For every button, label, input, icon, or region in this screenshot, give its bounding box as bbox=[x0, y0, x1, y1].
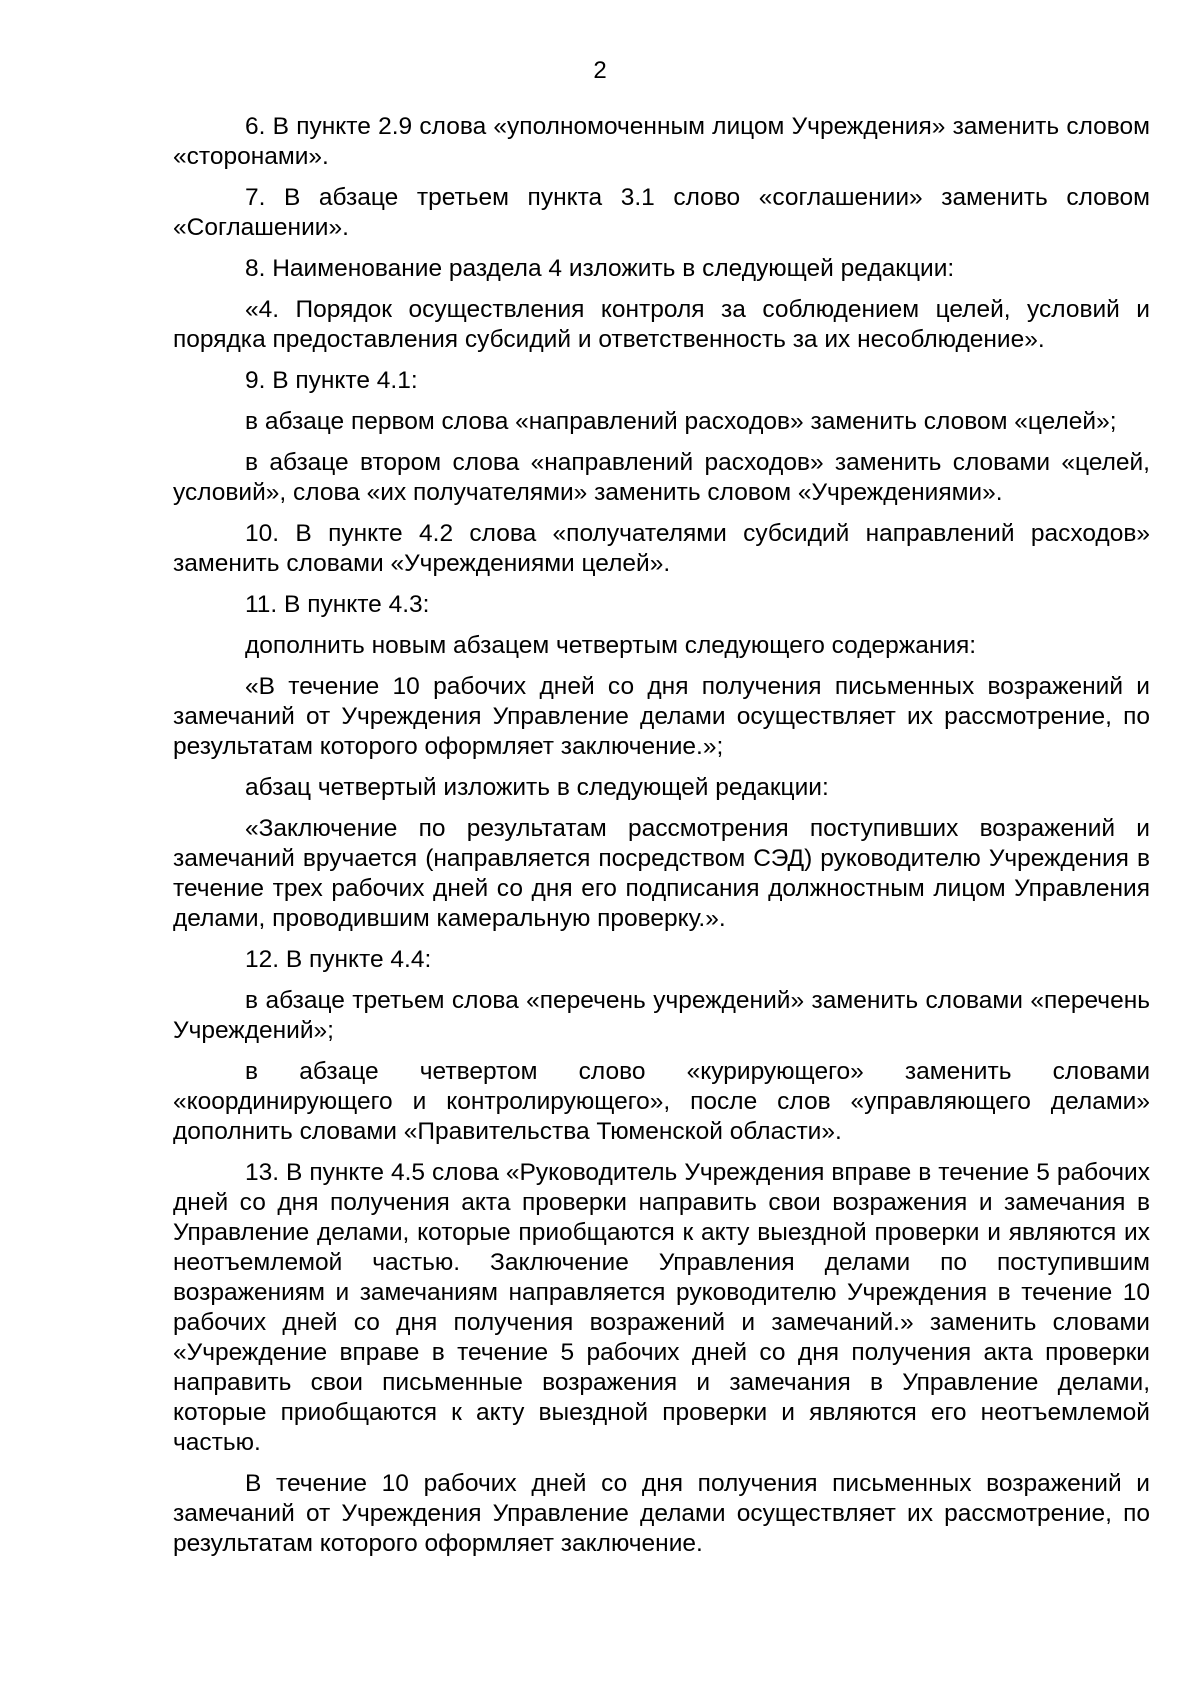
paragraph-item-13-continuation: В течение 10 рабочих дней со дня получения письменных возражений и замечаний от Учреждения Управление делами осуществляет их рассмотрение, по результатам которого оформляет заключение. bbox=[173, 1470, 1150, 1557]
paragraph-item-9-first-subparagraph: в абзаце первом слова «направлений расходов» заменить словом «целей»; bbox=[245, 408, 1117, 435]
paragraph-item-6: 6. В пункте 2.9 слова «уполномоченным лицом Учреждения» заменить словом «сторонами». bbox=[173, 113, 1150, 170]
page-number: 2 bbox=[593, 57, 607, 84]
paragraph-item-9-second-subparagraph: в абзаце втором слова «направлений расходов» заменить словами «целей, условий», слова «их получателями» заменить словом «Учреждениями». bbox=[173, 449, 1150, 506]
paragraph-item-11-revised-text: «Заключение по результатам рассмотрения поступивших возражений и замечаний вручается (направляется посредством СЭД) руководителю Учреждения в течение трех рабочих дней со дня его подписания должностным лицом Управления делами, проводившим камеральную проверку.». bbox=[173, 815, 1150, 932]
paragraph-item-11: 11. В пункте 4.3: bbox=[245, 591, 430, 618]
paragraph-item-8: 8. Наименование раздела 4 изложить в следующей редакции: bbox=[245, 255, 955, 282]
paragraph-item-10: 10. В пункте 4.2 слова «получателями субсидий направлений расходов» заменить словами «Учреждениями целей». bbox=[173, 520, 1150, 577]
paragraph-item-11-new-text: «В течение 10 рабочих дней со дня получения письменных возражений и замечаний от Учреждения Управление делами осуществляет их рассмотрение, по результатам которого оформляет заключение.»; bbox=[173, 673, 1150, 760]
paragraph-item-12: 12. В пункте 4.4: bbox=[245, 946, 432, 973]
paragraph-section-4-title: «4. Порядок осуществления контроля за соблюдением целей, условий и порядка предоставления субсидий и ответственность за их несоблюдение». bbox=[173, 296, 1150, 353]
paragraph-item-12-fourth-subparagraph: в абзаце четвертом слово «курирующего» заменить словами «координирующего и контролирующего», после слов «управляющего делами» дополнить словами «Правительства Тюменской области». bbox=[173, 1058, 1150, 1145]
paragraph-item-9: 9. В пункте 4.1: bbox=[245, 367, 418, 394]
paragraph-item-11-revision-clause: абзац четвертый изложить в следующей редакции: bbox=[245, 774, 829, 801]
paragraph-item-7: 7. В абзаце третьем пункта 3.1 слово «соглашении» заменить словом «Соглашении». bbox=[173, 184, 1150, 241]
paragraph-item-13: 13. В пункте 4.5 слова «Руководитель Учреждения вправе в течение 5 рабочих дней со дня получения акта проверки направить свои возражения и замечания в Управление делами, которые приобщаются к акту выездной проверки и являются их неотъемлемой частью. Заключение Управления делами по поступившим возражениям и замечаниям направляется руководителю Учреждения в течение 10 рабочих дней со дня получения возражений и замечаний.» заменить словами «Учреждение вправе в течение 5 рабочих дней со дня получения акта проверки направить свои письменные возражения и замечания в Управление делами, которые приобщаются к акту выездной проверки и являются его неотъемлемой частью. bbox=[173, 1159, 1150, 1456]
paragraph-item-12-third-subparagraph: в абзаце третьем слова «перечень учреждений» заменить словами «перечень Учреждений»; bbox=[173, 987, 1150, 1044]
document-body bbox=[173, 112, 1150, 1570]
paragraph-item-11-add-clause: дополнить новым абзацем четвертым следующего содержания: bbox=[245, 632, 977, 659]
